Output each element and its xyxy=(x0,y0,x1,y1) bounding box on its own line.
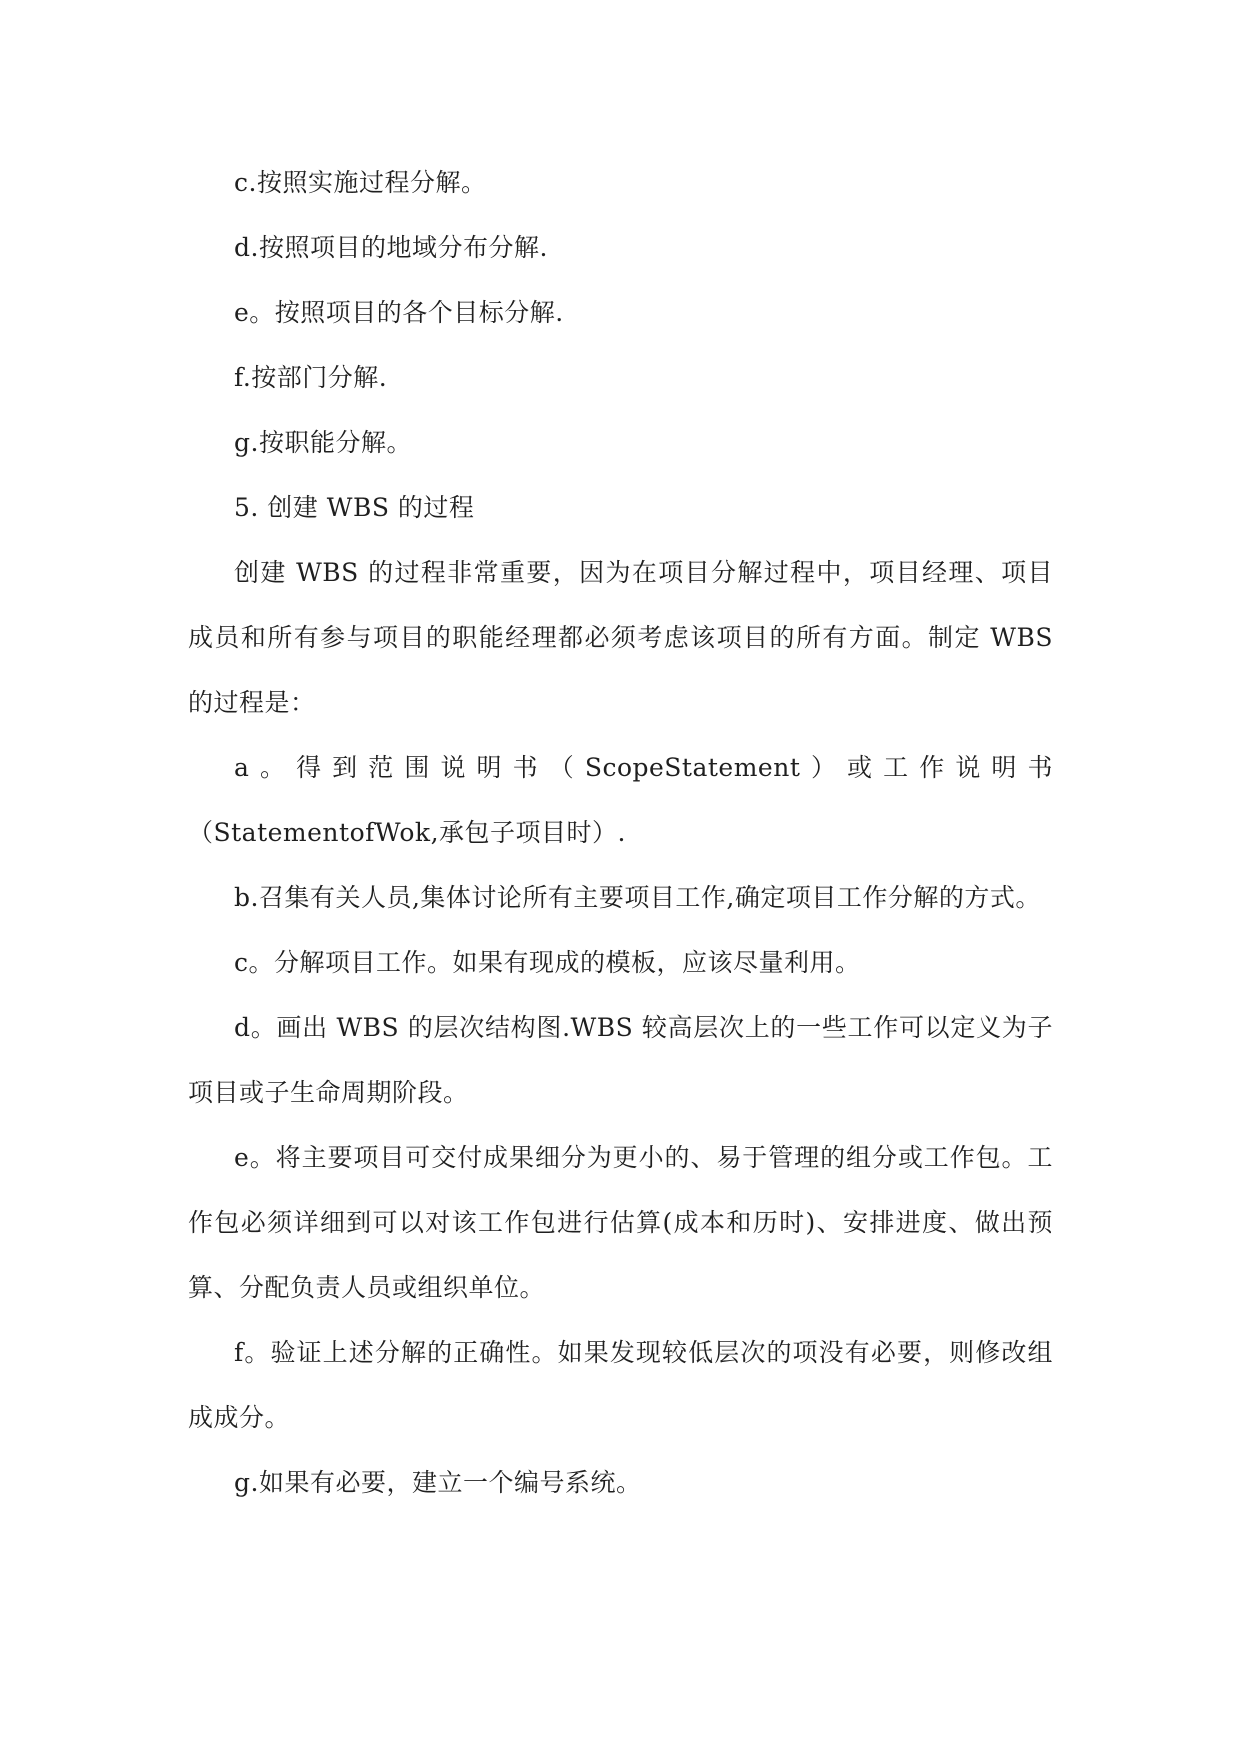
intro-paragraph: 创建 WBS 的过程非常重要，因为在项目分解过程中，项目经理、项目成员和所有参与项目的职能经理都必须考虑该项目的所有方面。制定 WBS 的过程是： xyxy=(188,558,1053,717)
list-item-d-region: d.按照项目的地域分布分解. xyxy=(234,233,548,262)
section-heading: 5. 创建 WBS 的过程 xyxy=(234,493,475,522)
step-g: g.如果有必要，建立一个编号系统。 xyxy=(234,1468,642,1497)
list-item-g-function: g.按职能分解。 xyxy=(234,428,412,457)
document-body xyxy=(188,150,1053,1515)
step-d: d。画出 WBS 的层次结构图.WBS 较高层次上的一些工作可以定义为子项目或子生命周期阶段。 xyxy=(188,1013,1053,1107)
step-e: e。将主要项目可交付成果细分为更小的、易于管理的组分或工作包。工作包必须详细到可以对该工作包进行估算(成本和历时)、安排进度、做出预算、分配负责人员或组织单位。 xyxy=(188,1143,1053,1302)
list-item-e-goals: e。按照项目的各个目标分解. xyxy=(234,298,564,327)
list-item-c-process: c.按照实施过程分解。 xyxy=(234,168,487,197)
step-c: c。分解项目工作。如果有现成的模板，应该尽量利用。 xyxy=(234,948,861,977)
list-item-f-department: f.按部门分解. xyxy=(234,363,388,392)
step-a: a。得到范围说明书（ScopeStatement）或工作说明书（StatementofWok,承包子项目时）. xyxy=(188,753,1053,847)
step-b: b.召集有关人员,集体讨论所有主要项目工作,确定项目工作分解的方式。 xyxy=(234,883,1041,912)
step-f: f。验证上述分解的正确性。如果发现较低层次的项没有必要，则修改组成成分。 xyxy=(188,1338,1053,1432)
